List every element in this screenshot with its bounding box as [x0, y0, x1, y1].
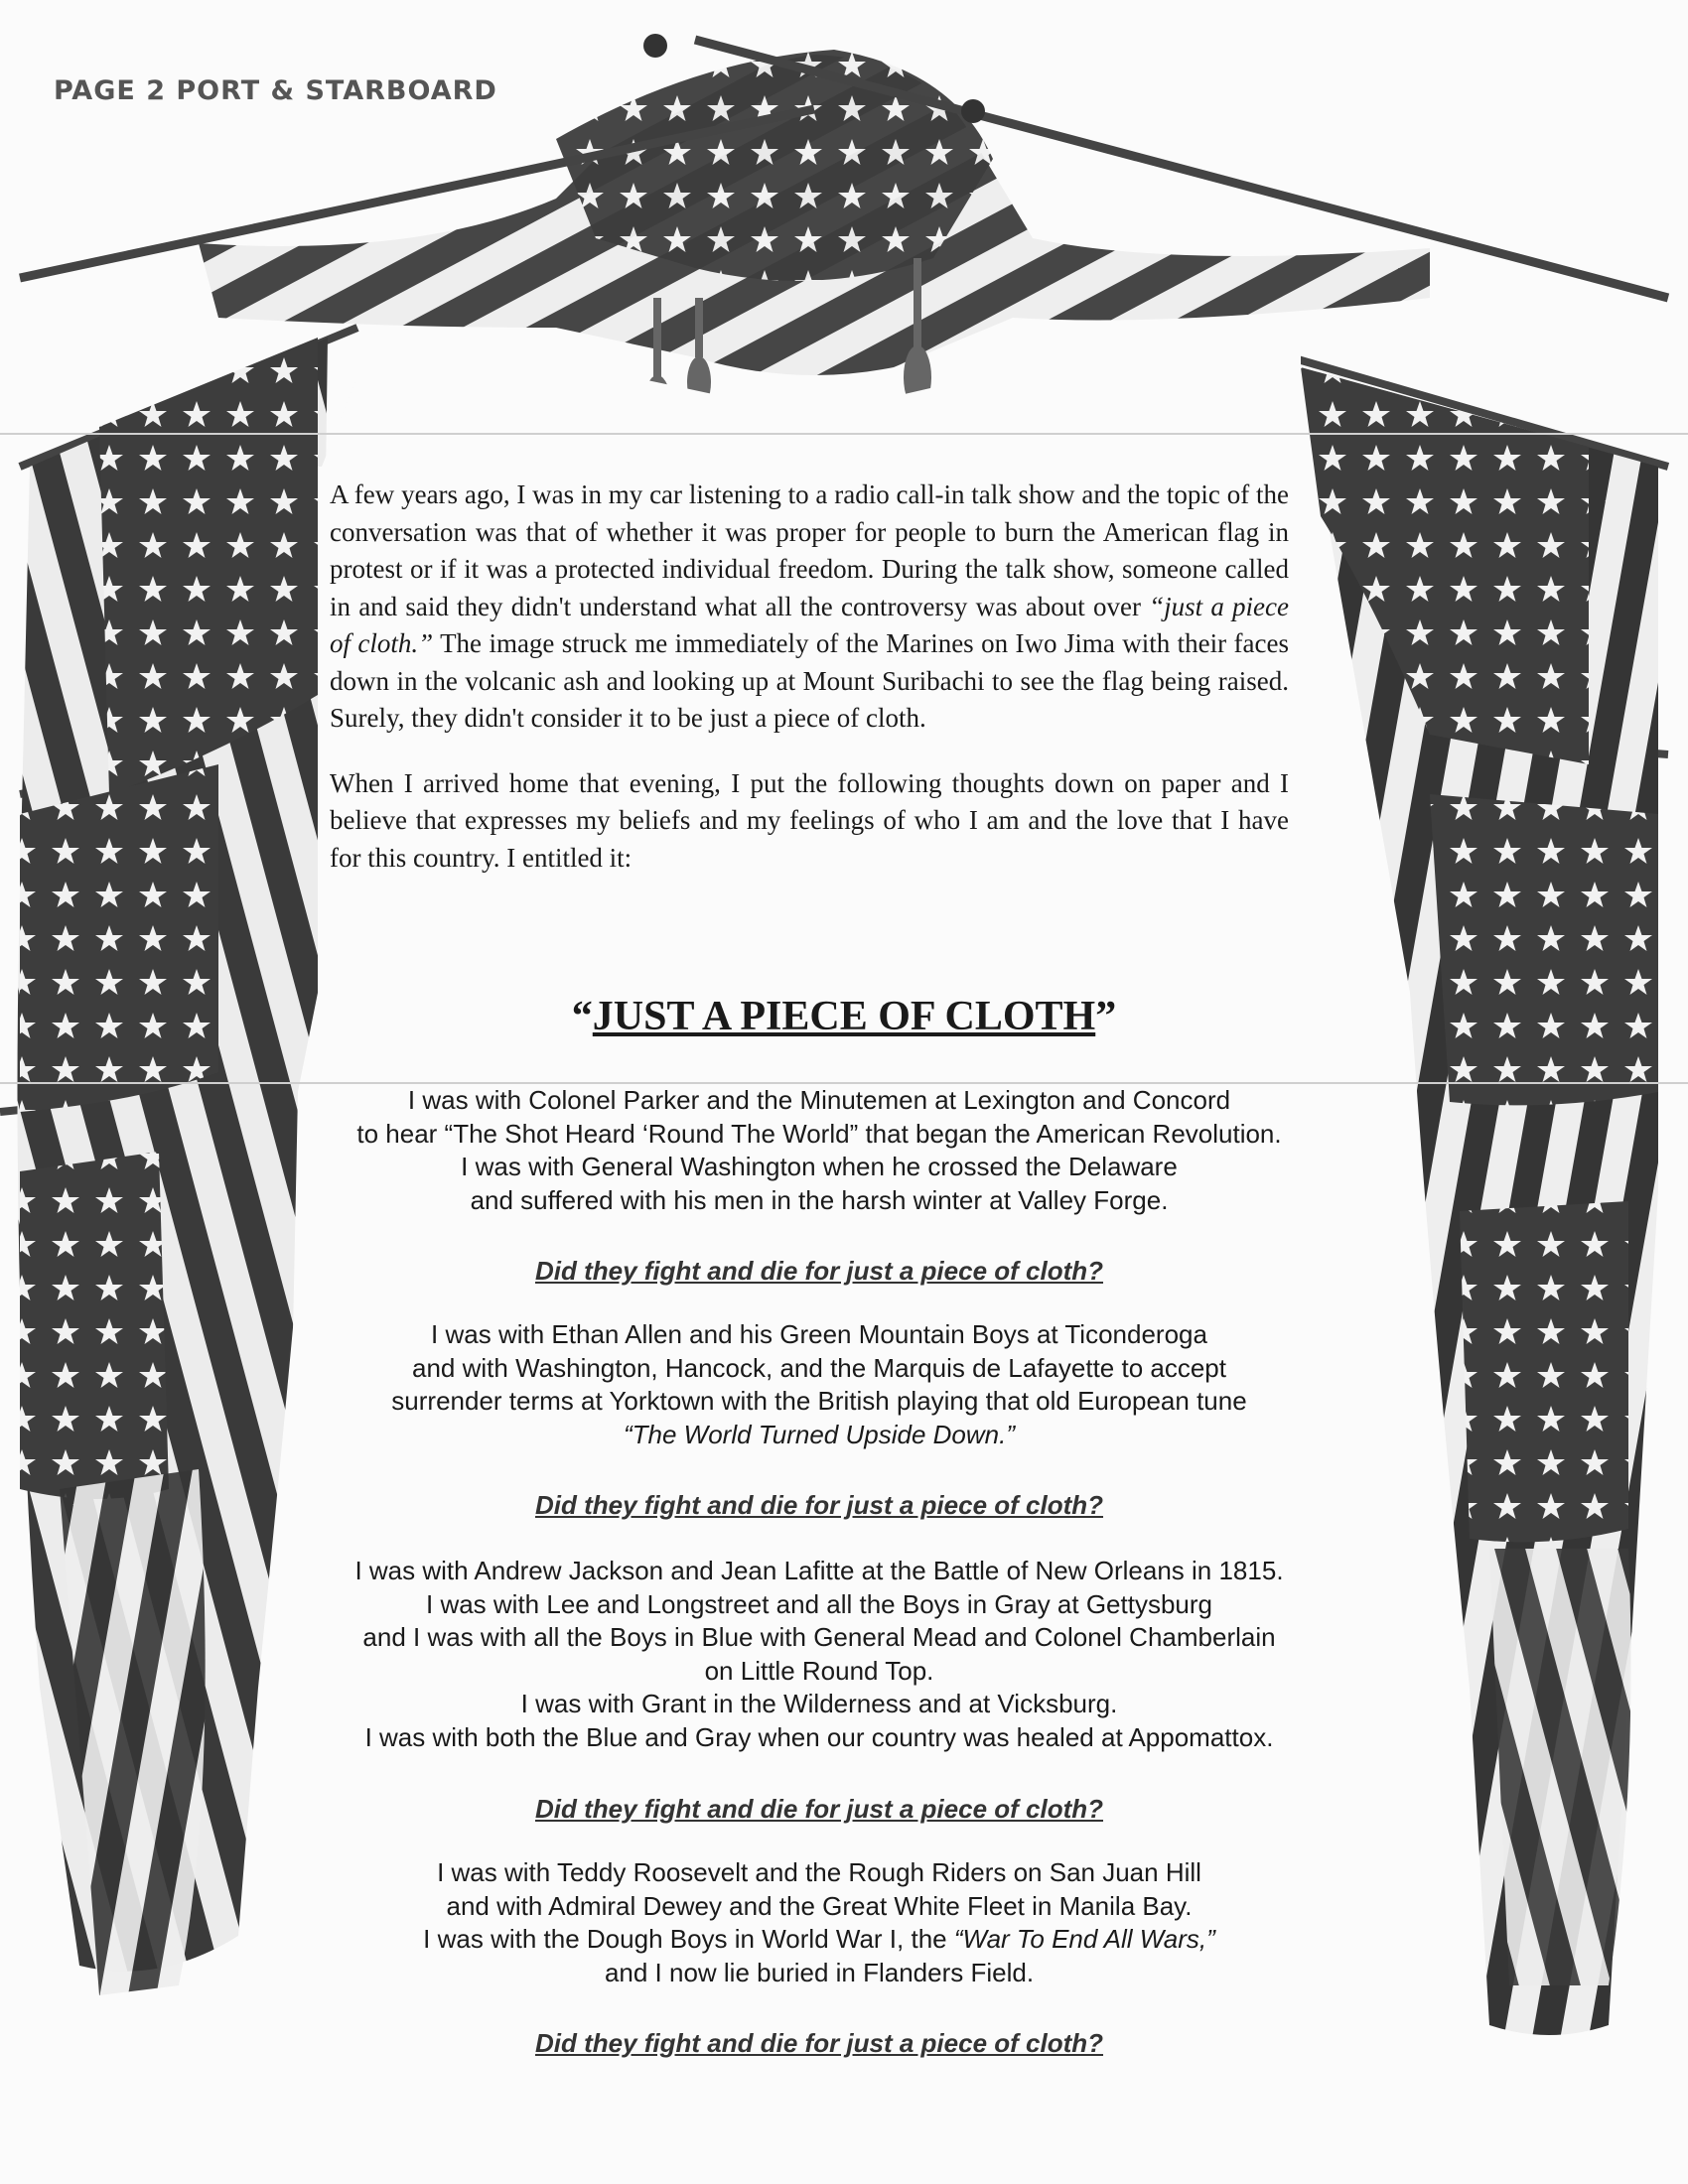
poem-line: and with Admiral Dewey and the Great White Fleet in Manila Bay.	[446, 1890, 1193, 1921]
poem-stanza-4	[248, 1856, 1390, 1989]
fold-line-top	[0, 433, 1688, 435]
title-text: JUST A PIECE OF CLOTH	[592, 994, 1096, 1039]
poem-line	[248, 1923, 1390, 1957]
intro-paragraph-2: When I arrived home that evening, I put the following thoughts down on paper and I believe that expresses my beliefs and my feelings of who I am and the love that I have for this country. I entitled it:	[330, 767, 1289, 873]
poem-line-part: I was with the Dough Boys in World War I, the	[423, 1924, 954, 1954]
poem-line: and I now lie buried in Flanders Field.	[604, 1957, 1035, 1987]
poem-stanza-1	[248, 1084, 1390, 1217]
page-header: PAGE 2 PORT & STARBOARD	[54, 75, 497, 106]
poem-line: “The World Turned Upside Down.”	[624, 1419, 1015, 1449]
poem-line: I was with both the Blue and Gray when our country was healed at Appomattox.	[364, 1721, 1274, 1752]
poem-line: I was with Teddy Roosevelt and the Rough Riders on San Juan Hill	[437, 1857, 1201, 1887]
poem-title	[298, 993, 1390, 1040]
intro-p1-quote: “just a piece of cloth.”	[330, 591, 1289, 658]
intro-p1-part-b: The image struck me immediately of the Marines on Iwo Jima with their faces down in the volcanic ash and looking up at Mount Suribachi to see the flag being raised. Surely, they didn't consider it to be just a piece of cloth.	[330, 628, 1289, 733]
poem-line: and suffered with his men in the harsh winter at Valley Forge.	[470, 1184, 1169, 1215]
intro-p1-part-a: A few years ago, I was in my car listening to a radio call-in talk show and the topic of the conversation was that of whether it was proper for people to burn the American flag in protest or if it was a protected individual freedom. During the talk show, someone called in and said they didn't understand what all the controversy was about over	[330, 479, 1289, 621]
poem-line: to hear “The Shot Heard ‘Round The World” that began the American Revolution.	[356, 1118, 1282, 1149]
poem-line: surrender terms at Yorktown with the British playing that old European tune	[391, 1386, 1247, 1416]
poem-line: I was with Ethan Allen and his Green Mountain Boys at Ticonderoga	[431, 1319, 1207, 1349]
refrain-2: Did they fight and die for just a piece of cloth?	[534, 1490, 1104, 1520]
poem-stanza-3	[248, 1555, 1390, 1754]
poem-line: and with Washington, Hancock, and the Marquis de Lafayette to accept	[412, 1352, 1226, 1383]
refrain-3: Did they fight and die for just a piece of cloth?	[534, 1794, 1104, 1824]
poem-line: I was with Lee and Longstreet and all the Boys in Gray at Gettysburg	[426, 1588, 1212, 1619]
poem-line: I was with Colonel Parker and the Minutemen at Lexington and Concord	[407, 1085, 1231, 1115]
poem-line: on Little Round Top.	[704, 1655, 934, 1686]
poem-line: I was with Grant in the Wilderness and at Vicksburg.	[520, 1689, 1118, 1718]
title-open-quote: “	[571, 994, 593, 1039]
refrain-1: Did they fight and die for just a piece of cloth?	[534, 1256, 1104, 1286]
title-close-quote: ”	[1095, 994, 1117, 1039]
intro-text	[330, 477, 1289, 904]
poem-stanza-2	[248, 1318, 1390, 1451]
poem-line-quote: “War To End All Wars,”	[953, 1924, 1215, 1954]
poem-line: I was with General Washington when he crossed the Delaware	[461, 1152, 1178, 1181]
poem-line: I was with Andrew Jackson and Jean Lafitte at the Battle of New Orleans in 1815.	[354, 1556, 1284, 1585]
intro-paragraph-1	[330, 477, 1289, 738]
refrain-4: Did they fight and die for just a piece of cloth?	[534, 2028, 1104, 2058]
poem-line: and I was with all the Boys in Blue with General Mead and Colonel Chamberlain	[362, 1622, 1276, 1652]
